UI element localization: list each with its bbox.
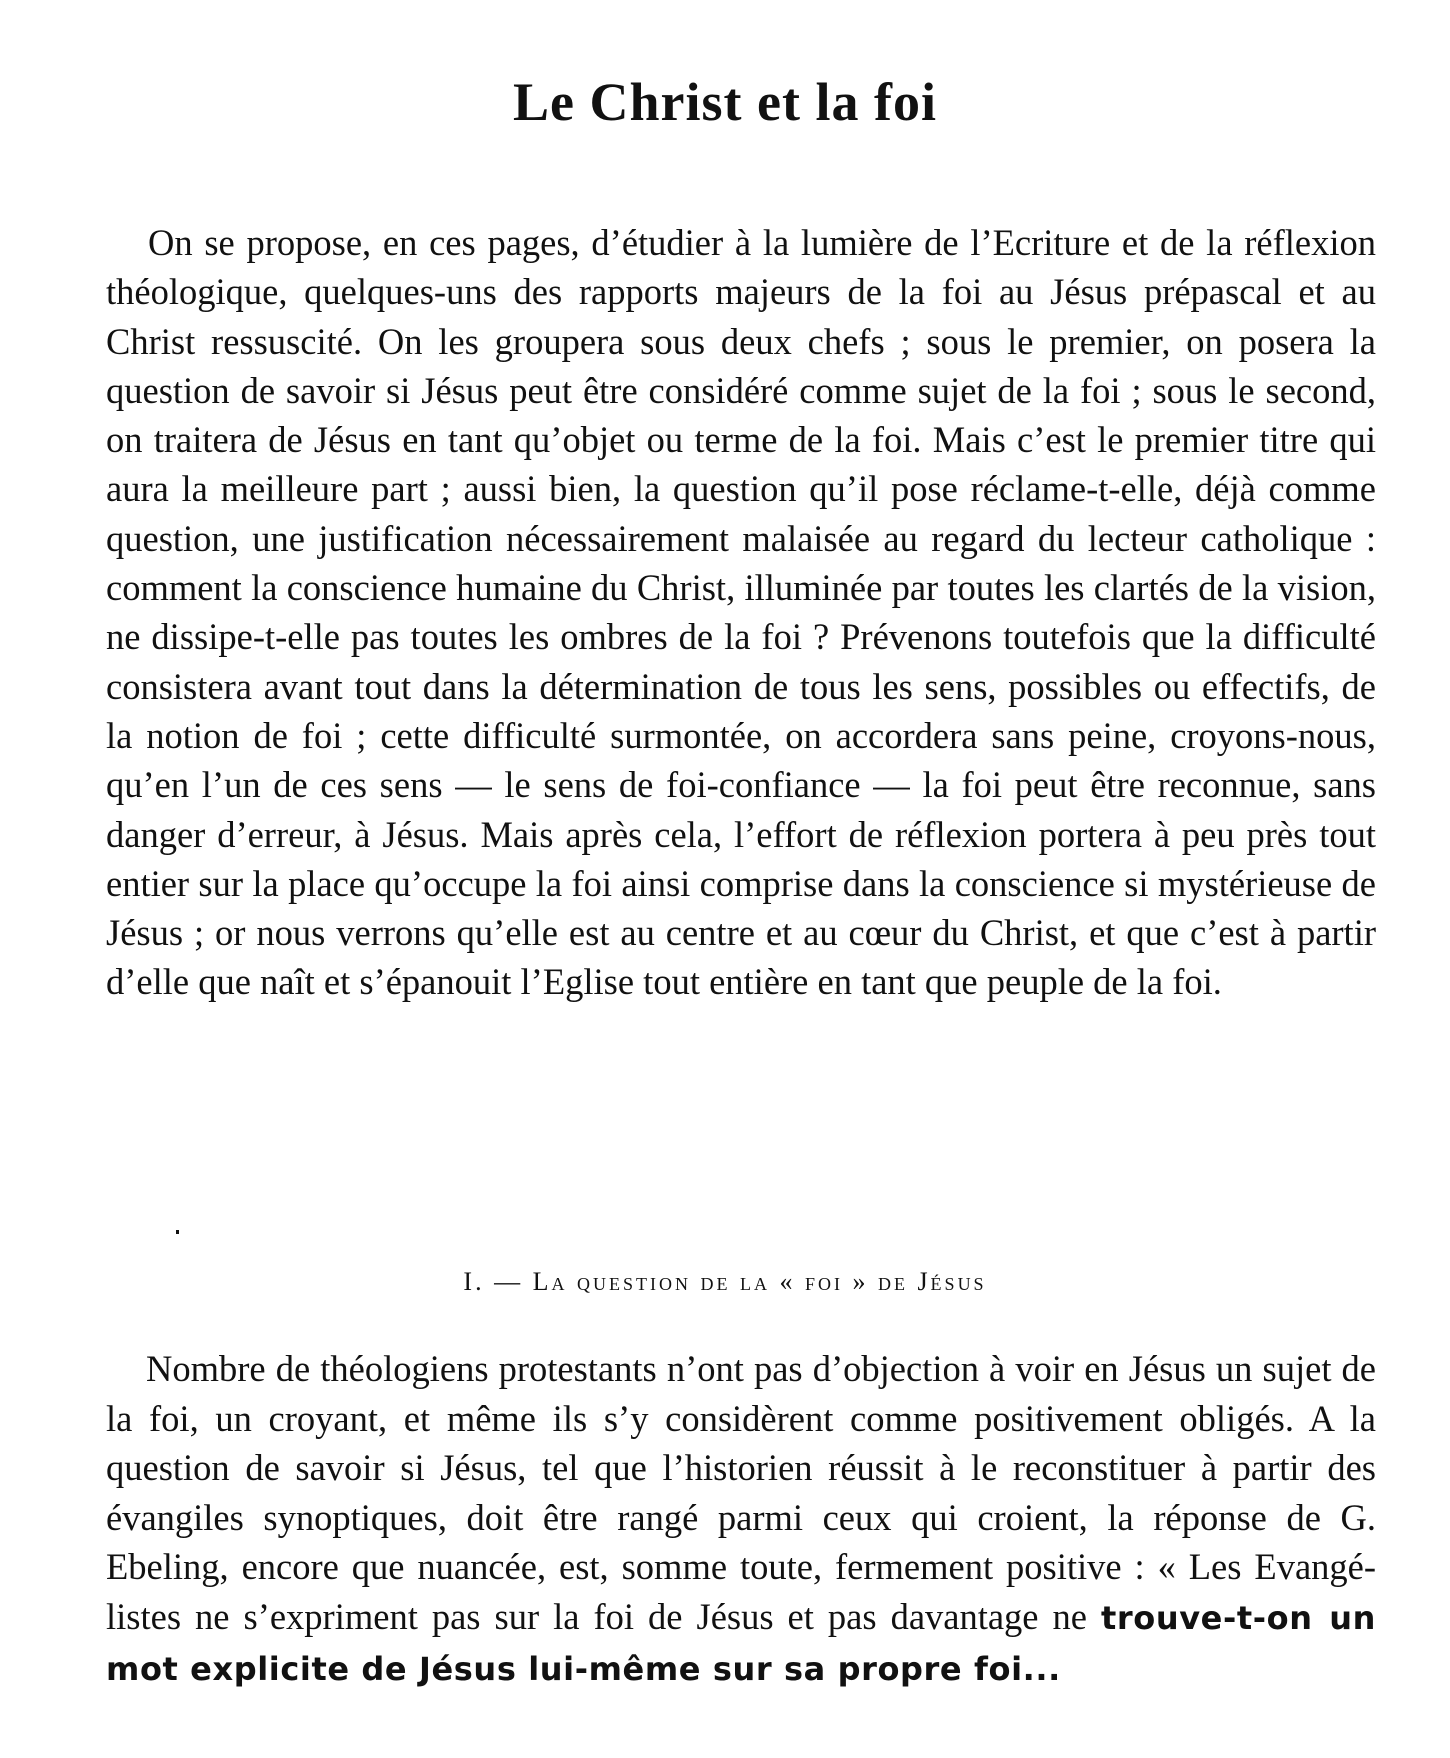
intro-paragraph: On se propose, en ces pages, d’étudier à la lumière de l’Ecriture et de la réflexion théologique, quelques-uns des rapports majeurs de la foi au Jésus prépascal et au Christ ressuscité. On les groupera sous deux chefs ; sous le premier, on posera la question de savoir si Jésus peut être considéré comme sujet de la foi ; sous le second, on traitera de Jésus en tant qu’objet ou terme de la foi. Mais c’est le premier titre qui aura la meilleure part ; aussi bien, la question qu’il pose réclame-t-elle, déjà comme question, une justification nécessairement malaisée au regard du lecteur catholique : comment la conscience humaine du Christ, illuminée par toutes les clartés de la vision, ne dissipe-t-elle pas toutes les ombres de la foi ? Prévenons toutefois que la difficulté consistera avant tout dans la détermination de tous les sens, possibles ou effectifs, de la notion de foi ; cette difficulté surmontée, on accordera sans peine, croyons-nous, qu’en l’un de ces sens — le sens de foi-confiance — la foi peut être reconnue, sans danger d’erreur, à Jésus. Mais après cela, l’effort de réflexion portera à peu près tout entier sur la place qu’occupe la foi ainsi comprise dans la conscience si mystérieuse de Jésus ; or nous verrons qu’elle est au centre et au cœur du Christ, et que c’est à partir d’elle que naît et s’épanouit l’Eglise tout entière en tant que peuple de la foi. (106, 222, 1376, 1003)
page-title: Le Christ et la foi (513, 72, 937, 132)
section-heading: I. — La question de la « foi » de Jésus (463, 1267, 987, 1296)
body-paragraph-bold-line: trouve-t-on un mot explicite de Jésus lui-même sur sa propre foi... (106, 1598, 1377, 1688)
print-speck (176, 1230, 179, 1234)
body-paragraph-text: Nombre de théologiens protestants n’ont pas d’objection à voir en Jésus un sujet de la foi, un croyant, et même ils s’y considèrent comme positivement obligés. A la question de savoir si Jésus, tel que l’historien réussit à le reconstituer à partir des évangiles synoptiques, doit être rangé parmi ceux qui croient, la réponse de G. Ebeling, encore que nuancée, est, somme toute, fermement positive : « Les Evangélistes ne s’expriment pas sur la foi de Jésus et pas davantage ne (106, 1348, 1376, 1637)
body-paragraph (106, 1344, 1376, 1695)
